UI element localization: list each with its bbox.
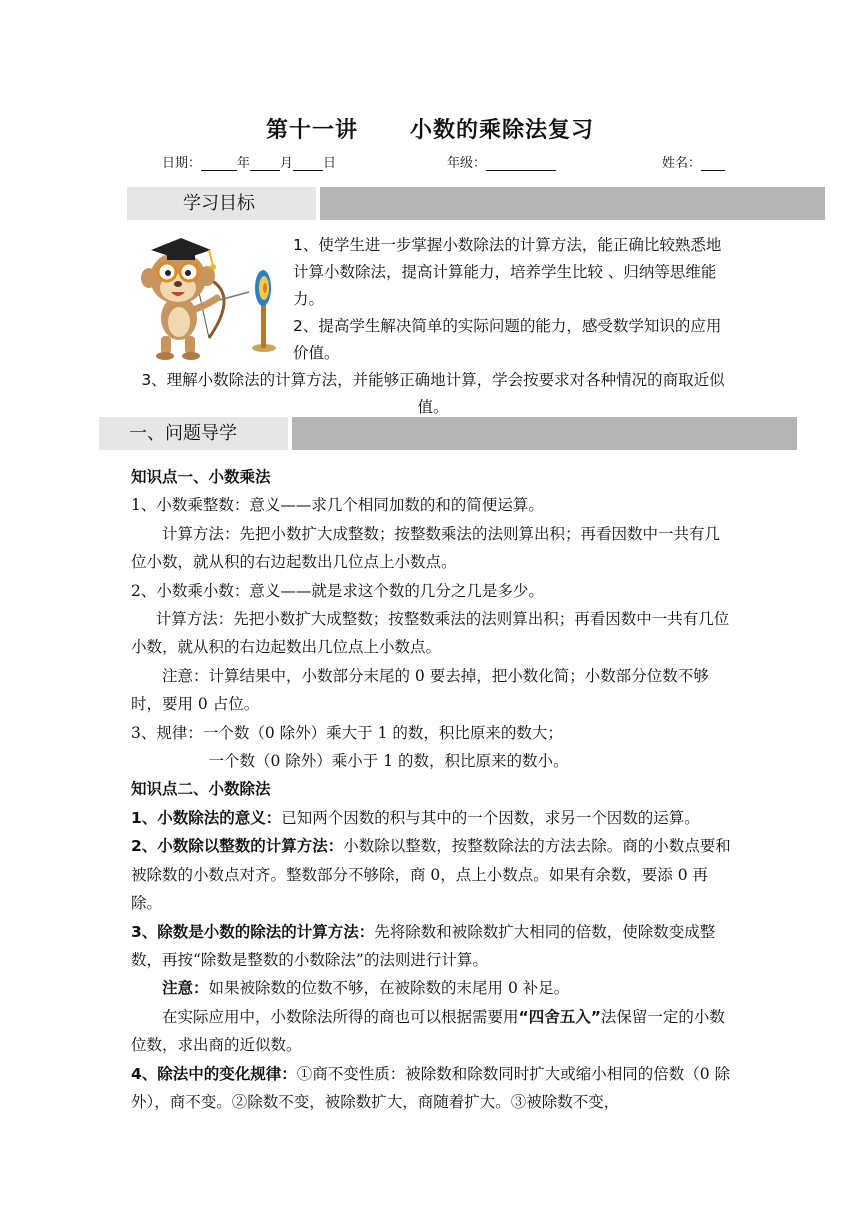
k1-rule-1: 3、规律：一个数（0 除外）乘大于 1 的数，积比原来的数大； — [131, 723, 563, 742]
knowledge-point-1-title: 知识点一、小数乘法 — [131, 468, 271, 486]
goals-section-bar — [127, 187, 825, 220]
k1-paragraph-5: 注意：计算结果中，小数部分末尾的 0 要去掉，把小数化简；小数部分位数不够时，要用 0 占位。 — [131, 666, 709, 714]
year-blank — [201, 156, 237, 171]
guide-section-label: 一、问题导学 — [99, 417, 288, 450]
monkey-archer-illustration — [137, 226, 282, 361]
k1-paragraph-3: 2、小数乘小数：意义——就是求这个数的几分之几是多少。 — [131, 581, 544, 600]
k1-paragraph-4: 计算方法：先把小数扩大成整数；按整数乘法的法则算出积；再看因数中一共有几位小数，就从积的右边起数出几位点上小数点。 — [131, 610, 730, 657]
date-field — [162, 152, 336, 171]
knowledge-point-2-title: 知识点二、小数除法 — [131, 780, 271, 799]
day-label: 日 — [323, 156, 337, 171]
k1-paragraph-1: 1、小数乘整数：意义——求几个相同加数的和的简便运算。 — [131, 496, 544, 515]
day-blank — [293, 156, 323, 171]
k2-item-3: 3、除数是小数的除法的计算方法：先将除数和被除数扩大相同的倍数，使除数变成整数，再按“除数是整数的小数除法”的法则进行计算。 — [131, 922, 716, 969]
month-blank — [250, 156, 280, 171]
name-label: 姓名： — [662, 156, 702, 171]
k1-paragraph-2: 计算方法：先把小数扩大成整数；按整数乘法的法则算出积；再看因数中一共有几位小数，就从积的右边起数出几位点上小数点。 — [131, 524, 721, 572]
k2-item-4: 4、除法中的变化规律：①商不变性质：被除数和除数同时扩大或缩小相同的倍数（0 除外），商不变。②除数不变，被除数扩大，商随着扩大。③被除数不变， — [131, 1064, 731, 1111]
k2-note: 注意：如果被除数的位数不够，在被除数的末尾用 0 补足。 — [162, 979, 570, 998]
guide-section-bar — [99, 417, 797, 450]
k2-rounding: 在实际应用中，小数除法所得的商也可以根据需要用“四舍五入”法保留一定的小数位数，求出商的近似数。 — [131, 1007, 725, 1055]
name-field — [662, 152, 725, 171]
month-label: 月 — [280, 156, 294, 171]
goals-section-fill — [320, 187, 825, 220]
k2-item-2: 2、小数除以整数的计算方法：小数除以整数，按整数除法的方法去除。商的小数点要和被除数的小数点对齐。整数部分不够除，商 0，点上小数点。如果有余数，要添 0 再除。 — [131, 837, 731, 913]
page-title: 第十一讲 小数的乘除法复习 — [266, 118, 594, 143]
objective-3: 3、理解小数除法的计算方法，并能够正确地计算，学会按要求对各种情况的商取近似值。 — [141, 371, 725, 416]
goals-section-label: 学习目标 — [127, 187, 316, 220]
main-content — [131, 463, 732, 1116]
guide-section-fill — [292, 417, 797, 450]
date-label: 日期： — [162, 156, 202, 171]
grade-blank — [486, 156, 556, 171]
grade-label: 年级： — [447, 156, 487, 171]
objective-1: 1、使学生进一步掌握小数除法的计算方法，能正确比较熟悉地计算小数除法，提高计算能力，培养学生比较 、归纳等思维能力。 — [293, 236, 722, 308]
objective-2: 2、提高学生解决简单的实际问题的能力，感受数学知识的应用价值。 — [293, 317, 722, 362]
year-label: 年 — [237, 156, 251, 171]
grade-field — [447, 152, 556, 171]
k1-rule-2: 一个数（0 除外）乘小于 1 的数，积比原来的数小。 — [208, 752, 569, 771]
name-blank — [701, 156, 725, 171]
k2-item-1: 1、小数除法的意义：已知两个因数的积与其中的一个因数，求另一个因数的运算。 — [131, 808, 700, 827]
